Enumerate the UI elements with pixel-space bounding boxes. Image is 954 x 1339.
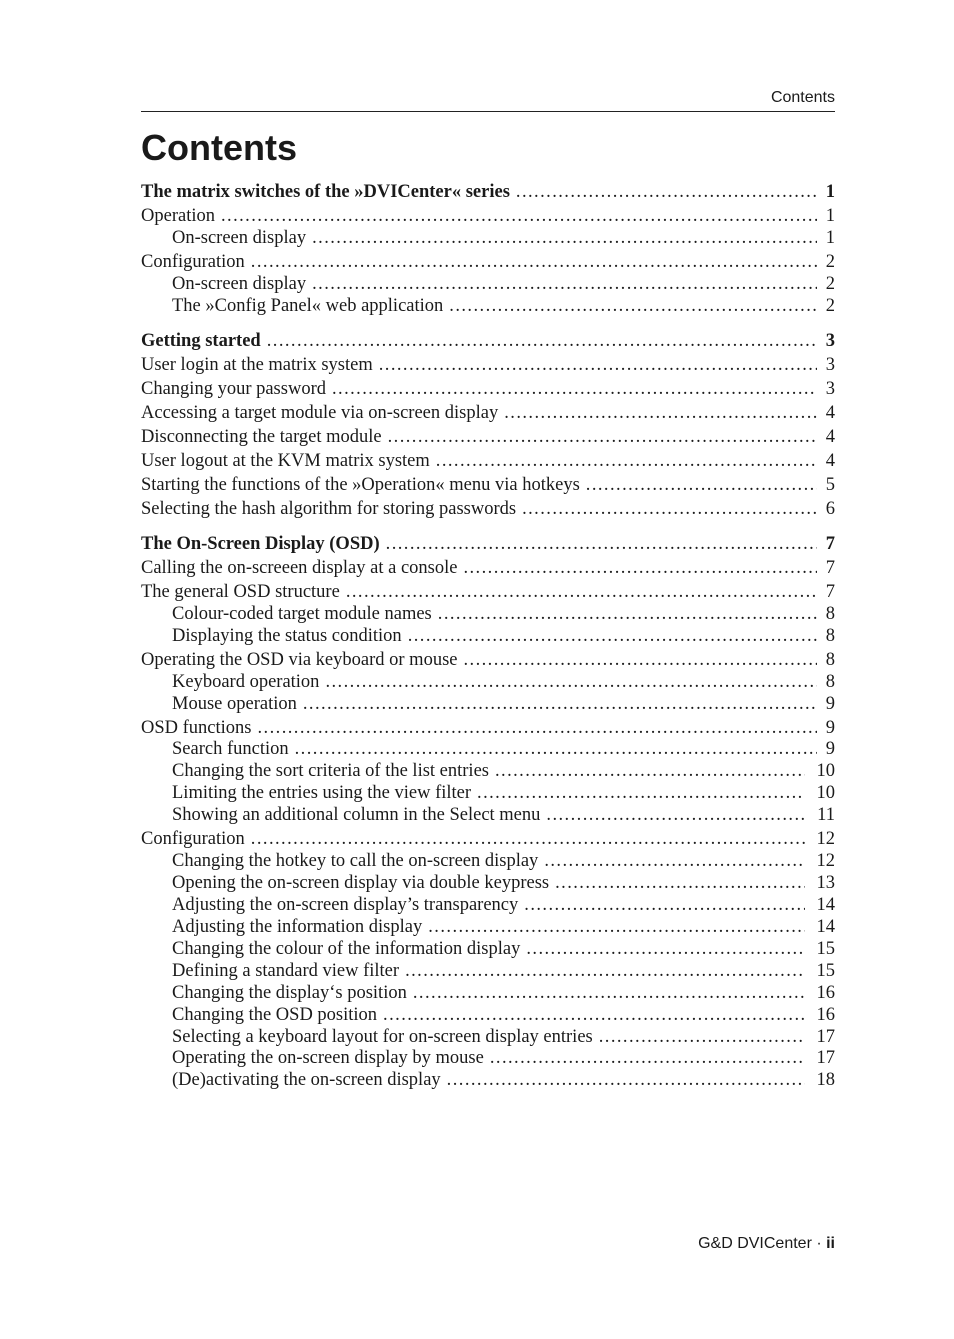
toc-entry-title: Mouse operation: [172, 694, 297, 714]
toc-entry-title: Colour-coded target module names: [172, 604, 432, 624]
toc-entry[interactable]: [172, 295, 835, 317]
toc-entry-page-number: 17: [816, 1027, 835, 1047]
toc-entry-page-number: 1: [825, 182, 835, 202]
toc-entry[interactable]: [141, 205, 835, 227]
toc-dot-leader: [312, 273, 817, 295]
toc-entry-title: Operating the on-screen display by mouse: [172, 1048, 484, 1068]
toc-dot-leader: [522, 498, 817, 520]
toc-dot-leader: [586, 474, 817, 496]
toc-entry-title: Selecting a keyboard layout for on-screen display entries: [172, 1027, 593, 1047]
toc-entry[interactable]: [141, 402, 835, 424]
toc-entry[interactable]: [172, 982, 835, 1004]
toc-dot-leader: [405, 960, 805, 982]
toc-entry[interactable]: [172, 894, 835, 916]
toc-entry[interactable]: [172, 804, 835, 826]
toc-dot-leader: [555, 872, 805, 894]
toc-dot-leader: [447, 1069, 805, 1091]
toc-entry-title: Operation: [141, 206, 215, 226]
toc-dot-leader: [490, 1047, 805, 1069]
toc-dot-leader: [504, 402, 817, 424]
toc-dot-leader: [383, 1004, 805, 1026]
toc-dot-leader: [379, 354, 817, 376]
toc-entry-page-number: 11: [817, 805, 835, 825]
toc-entry-page-number: 8: [825, 672, 835, 692]
toc-dot-leader: [516, 181, 817, 203]
toc-dot-leader: [526, 938, 805, 960]
footer-document-name: G&D DVICenter ·: [698, 1235, 827, 1252]
toc-dot-leader: [463, 649, 817, 671]
toc-dot-leader: [303, 693, 817, 715]
toc-entry-title: Displaying the status condition: [172, 626, 402, 646]
toc-dot-leader: [495, 760, 805, 782]
toc-entry-page-number: 16: [816, 1005, 835, 1025]
toc-entry-page-number: 8: [825, 650, 835, 670]
toc-entry-page-number: 12: [816, 829, 835, 849]
toc-entry-page-number: 15: [816, 961, 835, 981]
toc-entry-title: On-screen display: [172, 228, 307, 248]
toc-entry-title: User logout at the KVM matrix system: [141, 451, 430, 471]
toc-dot-leader: [295, 738, 817, 760]
toc-entry-title: Calling the on-screeen display at a console: [141, 558, 458, 578]
toc-entry-title: Operating the OSD via keyboard or mouse: [141, 650, 458, 670]
page-footer: [141, 1234, 835, 1254]
toc-entry[interactable]: [172, 938, 835, 960]
toc-entry-page-number: 13: [816, 873, 835, 893]
toc-entry-page-number: 9: [825, 739, 835, 759]
toc-entry-page-number: 1: [825, 206, 835, 226]
toc-entry-title: Changing the sort criteria of the list entries: [172, 761, 489, 781]
toc-entry-page-number: 10: [816, 761, 835, 781]
toc-dot-leader: [438, 603, 817, 625]
toc-entry[interactable]: [172, 782, 835, 804]
toc-dot-leader: [332, 378, 817, 400]
toc-entry-page-number: 10: [816, 783, 835, 803]
toc-entry-page-number: 4: [825, 403, 835, 423]
toc-entry-title: Adjusting the on-screen display’s transparency: [172, 895, 519, 915]
toc-entry-page-number: 3: [825, 355, 835, 375]
toc-dot-leader: [546, 804, 805, 826]
toc-entry-title: User login at the matrix system: [141, 355, 373, 375]
toc-entry-page-number: 5: [825, 475, 835, 495]
toc-entry-page-number: 2: [825, 252, 835, 272]
toc-entry-title: Accessing a target module via on-screen display: [141, 403, 499, 423]
toc-entry[interactable]: [141, 378, 835, 400]
toc-dot-leader: [599, 1026, 805, 1048]
toc-entry-page-number: 2: [825, 274, 835, 294]
toc-entry-page-number: 7: [825, 534, 835, 554]
toc-dot-leader: [258, 717, 818, 739]
toc-entry-page-number: 1: [825, 228, 835, 248]
toc-entry-page-number: 15: [816, 939, 835, 959]
toc-dot-leader: [251, 828, 805, 850]
toc-dot-leader: [388, 426, 817, 448]
toc-entry-title: The matrix switches of the »DVICenter« series: [141, 182, 510, 202]
toc-entry-page-number: 6: [825, 499, 835, 519]
toc-entry-title: Defining a standard view filter: [172, 961, 400, 981]
toc-entry[interactable]: [141, 581, 835, 603]
toc-entry[interactable]: [141, 557, 835, 579]
toc-entry[interactable]: [141, 426, 835, 448]
running-head: Contents: [141, 88, 835, 112]
toc-entry[interactable]: [172, 850, 835, 872]
toc-entry-page-number: 9: [825, 718, 835, 738]
toc-entry-title: Adjusting the information display: [172, 917, 423, 937]
toc-entry[interactable]: [172, 960, 835, 982]
toc-entry-title: Changing the colour of the information display: [172, 939, 521, 959]
toc-entry-page-number: 14: [816, 917, 835, 937]
toc-entry[interactable]: [172, 872, 835, 894]
toc-entry[interactable]: [141, 474, 835, 496]
toc-entry-title: Configuration: [141, 829, 245, 849]
toc-dot-leader: [463, 557, 817, 579]
toc-entry[interactable]: [172, 916, 835, 938]
toc-entry-title: Changing your password: [141, 379, 326, 399]
toc-entry-title: The general OSD structure: [141, 582, 340, 602]
toc-entry[interactable]: [172, 273, 835, 295]
toc-entry[interactable]: [172, 1047, 835, 1069]
toc-entry[interactable]: [141, 354, 835, 376]
toc-dot-leader: [436, 450, 817, 472]
toc-entry-title: Opening the on-screen display via double keypress: [172, 873, 550, 893]
toc-dot-leader: [221, 205, 817, 227]
toc-entry[interactable]: [172, 1026, 835, 1048]
toc-entry[interactable]: [172, 738, 835, 760]
toc-entry-page-number: 8: [825, 626, 835, 646]
toc-entry[interactable]: [141, 717, 835, 739]
toc-entry[interactable]: [141, 533, 835, 555]
toc-dot-leader: [544, 850, 805, 872]
toc-entry-title: Getting started: [141, 331, 261, 351]
toc-entry-title: The »Config Panel« web application: [172, 296, 444, 316]
toc-entry-page-number: 17: [816, 1048, 835, 1068]
toc-entry-title: Selecting the hash algorithm for storing passwords: [141, 499, 517, 519]
toc-entry-page-number: 18: [816, 1070, 835, 1090]
toc-entry[interactable]: [172, 625, 835, 647]
toc-dot-leader: [413, 982, 805, 1004]
toc-dot-leader: [346, 581, 817, 603]
toc-entry-title: Changing the hotkey to call the on-screen display: [172, 851, 539, 871]
toc-dot-leader: [428, 916, 805, 938]
toc-entry[interactable]: [172, 227, 835, 249]
toc-entry-page-number: 14: [816, 895, 835, 915]
toc-entry[interactable]: [172, 671, 835, 693]
toc-entry-title: Changing the display‘s position: [172, 983, 407, 1003]
toc-entry[interactable]: [172, 1069, 835, 1091]
toc-entry[interactable]: [172, 693, 835, 715]
toc-entry-page-number: 16: [816, 983, 835, 1003]
toc-entry[interactable]: [172, 760, 835, 782]
toc-entry-page-number: 3: [825, 331, 835, 351]
toc-entry[interactable]: [141, 649, 835, 671]
toc-dot-leader: [386, 533, 817, 555]
toc-entry-page-number: 12: [816, 851, 835, 871]
toc-entry-title: Keyboard operation: [172, 672, 320, 692]
toc-entry[interactable]: [172, 1004, 835, 1026]
toc-entry-title: OSD functions: [141, 718, 252, 738]
toc-dot-leader: [408, 625, 817, 647]
toc-entry-title: Starting the functions of the »Operation« menu via hotkeys: [141, 475, 580, 495]
toc-entry-page-number: 7: [825, 582, 835, 602]
toc-entry-title: Configuration: [141, 252, 245, 272]
toc-entry-title: Changing the OSD position: [172, 1005, 378, 1025]
toc-entry[interactable]: [141, 251, 835, 273]
toc-entry[interactable]: [141, 450, 835, 472]
toc-entry-title: Search function: [172, 739, 289, 759]
toc-entry-page-number: 7: [825, 558, 835, 578]
toc-entry[interactable]: [141, 330, 835, 352]
toc-entry-title: (De)activating the on-screen display: [172, 1070, 441, 1090]
footer-page-number: ii: [826, 1235, 835, 1252]
toc-entry[interactable]: [141, 498, 835, 520]
toc-entry-title: Showing an additional column in the Select menu: [172, 805, 541, 825]
toc-entry-page-number: 8: [825, 604, 835, 624]
toc-dot-leader: [325, 671, 817, 693]
toc-entry-page-number: 2: [825, 296, 835, 316]
toc-entry-page-number: 4: [825, 451, 835, 471]
toc-entry-title: On-screen display: [172, 274, 307, 294]
toc-entry-title: Disconnecting the target module: [141, 427, 382, 447]
toc-entry-page-number: 3: [825, 379, 835, 399]
toc-entry[interactable]: [141, 828, 835, 850]
toc-dot-leader: [312, 227, 817, 249]
toc-entry[interactable]: [141, 181, 835, 203]
toc-entry-page-number: 9: [825, 694, 835, 714]
toc-entry-page-number: 4: [825, 427, 835, 447]
toc-dot-leader: [449, 295, 817, 317]
toc-entry-title: Limiting the entries using the view filter: [172, 783, 472, 803]
toc-dot-leader: [524, 894, 805, 916]
toc-dot-leader: [251, 251, 817, 273]
toc-entry-title: The On-Screen Display (OSD): [141, 534, 380, 554]
toc-dot-leader: [267, 330, 817, 352]
toc-entry[interactable]: [172, 603, 835, 625]
toc-dot-leader: [477, 782, 805, 804]
page-title: Contents: [141, 127, 297, 168]
